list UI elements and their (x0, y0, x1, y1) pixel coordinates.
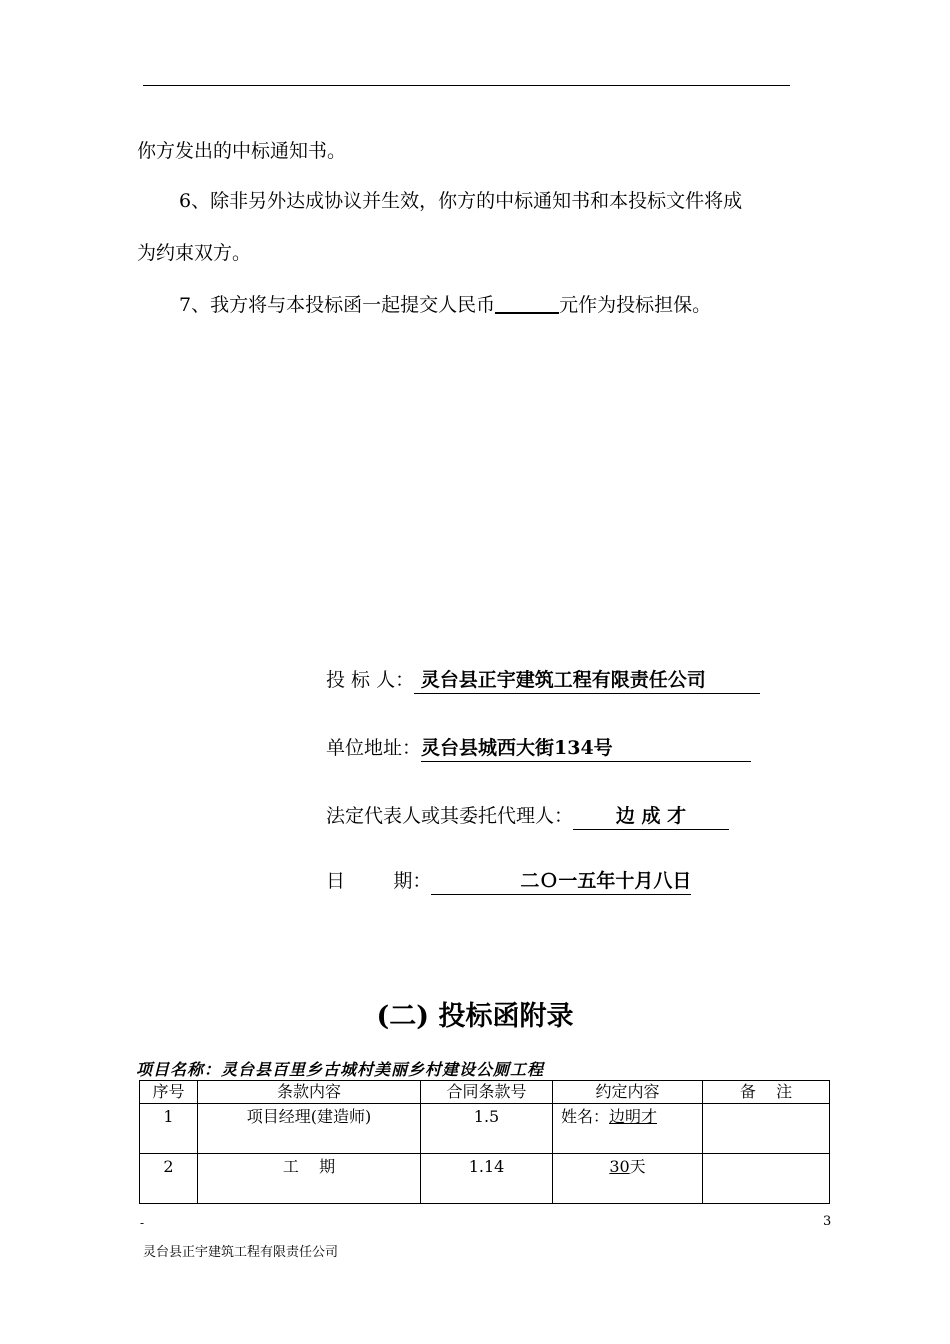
bid-guarantee-text-before: 7、我方将与本投标函一起提交人民币 (179, 294, 496, 316)
body-line-4 (179, 292, 711, 317)
body-line-2: 6、除非另外达成协议并生效，你方的中标通知书和本投标文件将成 (179, 190, 743, 212)
appendix-title: (二) 投标函附录 (376, 1001, 574, 1032)
cell-clause: 1.5 (421, 1104, 553, 1154)
signature-address (326, 734, 751, 762)
table-row (140, 1104, 830, 1154)
bid-guarantee-amount-blank (495, 292, 559, 314)
signature-date (326, 867, 691, 895)
representative-value: 边 成 才 (573, 803, 729, 830)
bidder-label: 投 标 人： (326, 669, 415, 691)
cell-item: 工 期 (198, 1154, 421, 1204)
date-label: 日 期： (326, 870, 432, 892)
header-clause: 合同条款号 (421, 1081, 553, 1104)
content-suffix: 天 (629, 1157, 646, 1176)
cell-no: 1 (140, 1104, 198, 1154)
cell-no: 2 (140, 1154, 198, 1204)
content-value: 30 (609, 1157, 630, 1176)
bid-guarantee-text-after: 元作为投标担保。 (559, 294, 712, 316)
content-value: 边明才 (609, 1107, 658, 1126)
signature-representative (326, 802, 729, 830)
page-number: 3 (823, 1214, 832, 1229)
project-name: 项目名称：灵台县百里乡古城村美丽乡村建设公厕工程 (136, 1060, 545, 1079)
footer-dash: - (140, 1216, 145, 1230)
cell-item: 项目经理(建造师) (198, 1104, 421, 1154)
date-value: 二Ｏ一五年十月八日 (431, 868, 691, 895)
representative-label: 法定代表人或其委托代理人： (326, 805, 574, 827)
header-no: 序号 (140, 1081, 198, 1104)
table-header-row (140, 1081, 830, 1104)
header-note: 备 注 (703, 1081, 830, 1104)
cell-note (703, 1154, 830, 1204)
table-row (140, 1154, 830, 1204)
footer-company: 灵台县正宇建筑工程有限责任公司 (143, 1245, 339, 1260)
content-prefix: 姓名： (561, 1107, 610, 1126)
body-line-3: 为约束双方。 (137, 242, 252, 264)
cell-note (703, 1104, 830, 1154)
signature-bidder (326, 666, 760, 694)
body-line-1: 你方发出的中标通知书。 (137, 140, 347, 162)
cell-content (553, 1154, 703, 1204)
header-rule (143, 85, 790, 86)
address-value: 灵台县城西大街134号 (421, 735, 751, 762)
address-label: 单位地址： (326, 737, 422, 759)
header-content: 约定内容 (553, 1081, 703, 1104)
header-item: 条款内容 (198, 1081, 421, 1104)
cell-content (553, 1104, 703, 1154)
appendix-table (139, 1080, 830, 1204)
cell-clause: 1.14 (421, 1154, 553, 1204)
bidder-value: 灵台县正宇建筑工程有限责任公司 (414, 667, 760, 694)
